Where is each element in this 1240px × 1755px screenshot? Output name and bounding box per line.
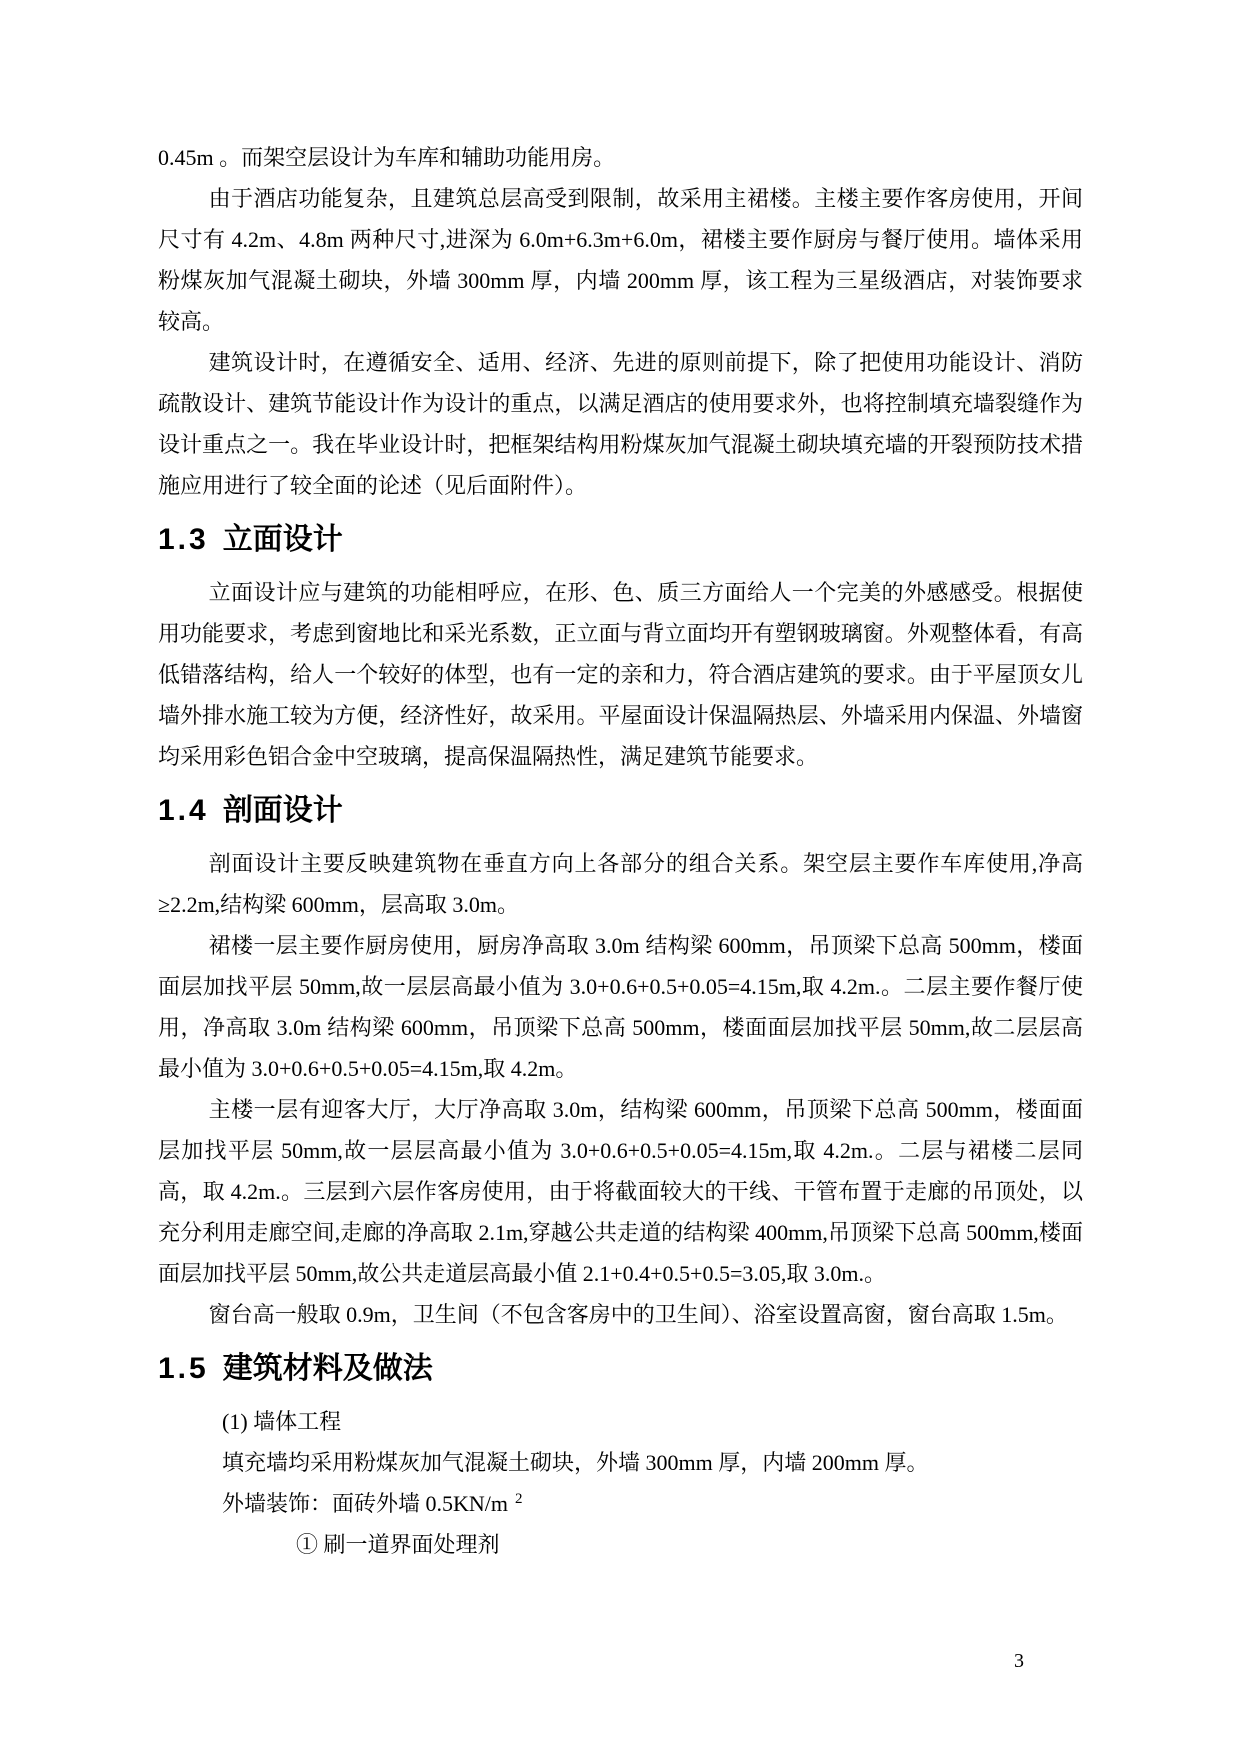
body-paragraph: 裙楼一层主要作厨房使用，厨房净高取 3.0m 结构梁 600mm，吊顶梁下总高 500mm，楼面面层加找平层 50mm,故一层层高最小值为 3.0+0.6+0.5+0.05=4.15m,取 4.2m.。二层主要作餐厅使用，净高取 3.0m 结构梁 600mm，吊顶梁下总高 500mm，楼面面层加找平层 50mm,故二层层高最小值为 3.0+0.6+0.5+0.05=4.15m,取 4.2m。 — [158, 933, 1083, 1081]
section-title: 立面设计 — [222, 523, 343, 556]
document-body — [158, 137, 1083, 1565]
page-number: 3 — [1014, 1650, 1024, 1672]
section-number: 1.3 — [158, 523, 209, 556]
list-item-text: 外墙装饰：面砖外墙 0.5KN/m — [222, 1491, 509, 1516]
list-item: (1) 墙体工程 — [222, 1409, 342, 1434]
section-number: 1.4 — [158, 794, 209, 827]
section-number: 1.5 — [158, 1352, 209, 1385]
section-title: 建筑材料及做法 — [222, 1352, 433, 1385]
list-item — [158, 1483, 1083, 1524]
body-paragraph: 建筑设计时，在遵循安全、适用、经济、先进的原则前提下，除了把使用功能设计、消防疏散设计、建筑节能设计作为设计的重点，以满足酒店的使用要求外，也将控制填充墙裂缝作为设计重点之一。我在毕业设计时，把框架结构用粉煤灰加气混凝土砌块填充墙的开裂预防技术措施应用进行了较全面的论述（见后面附件）。 — [158, 350, 1083, 498]
body-paragraph: 窗台高一般取 0.9m，卫生间（不包含客房中的卫生间）、浴室设置高窗，窗台高取 1.5m。 — [208, 1302, 1068, 1327]
body-paragraph: 立面设计应与建筑的功能相呼应，在形、色、质三方面给人一个完美的外感感受。根据使用功能要求，考虑到窗地比和采光系数，正立面与背立面均开有塑钢玻璃窗。外观整体看，有高低错落结构，给人一个较好的体型，也有一定的亲和力，符合酒店建筑的要求。由于平屋顶女儿墙外排水施工较为方便，经济性好，故采用。平屋面设计保温隔热层、外墙采用内保温、外墙窗均采用彩色铝合金中空玻璃，提高保温隔热性，满足建筑节能要求。 — [158, 580, 1083, 769]
section-heading-1-4 — [158, 787, 1083, 835]
section-title: 剖面设计 — [222, 794, 343, 827]
body-paragraph: 主楼一层有迎客大厅，大厅净高取 3.0m，结构梁 600mm，吊顶梁下总高 500mm，楼面面层加找平层 50mm,故一层层高最小值为 3.0+0.6+0.5+0.05=4.15m,取 4.2m.。二层与裙楼二层同高，取 4.2m.。三层到六层作客房使用，由于将截面较大的干线、干管布置于走廊的吊顶处，以充分利用走廊空间,走廊的净高取 2.1m,穿越公共走道的结构梁 400mm,吊顶梁下总高 500mm,楼面面层加找平层 50mm,故公共走道层高最小值 2.1+0.4+0.5+0.5=3.05,取 3.0m.。 — [158, 1097, 1083, 1286]
superscript: 2 — [515, 1490, 523, 1507]
list-item: 填充墙均采用粉煤灰加气混凝土砌块，外墙 300mm 厚，内墙 200mm 厚。 — [222, 1450, 929, 1475]
numbered-list-item: ① 刷一道界面处理剂 — [296, 1532, 500, 1557]
section-heading-1-5 — [158, 1345, 1083, 1393]
body-paragraph: 0.45m 。而架空层设计为车库和辅助功能用房。 — [158, 145, 616, 170]
body-paragraph: 由于酒店功能复杂，且建筑总层高受到限制，故采用主裙楼。主楼主要作客房使用，开间尺寸有 4.2m、4.8m 两种尺寸,进深为 6.0m+6.3m+6.0m，裙楼主要作厨房与餐厅使用。墙体采用粉煤灰加气混凝土砌块，外墙 300mm 厚，内墙 200mm 厚，该工程为三星级酒店，对装饰要求较高。 — [158, 186, 1083, 334]
section-heading-1-3 — [158, 516, 1083, 564]
body-paragraph: 剖面设计主要反映建筑物在垂直方向上各部分的组合关系。架空层主要作车库使用,净高≥2.2m,结构梁 600mm，层高取 3.0m。 — [158, 851, 1083, 917]
